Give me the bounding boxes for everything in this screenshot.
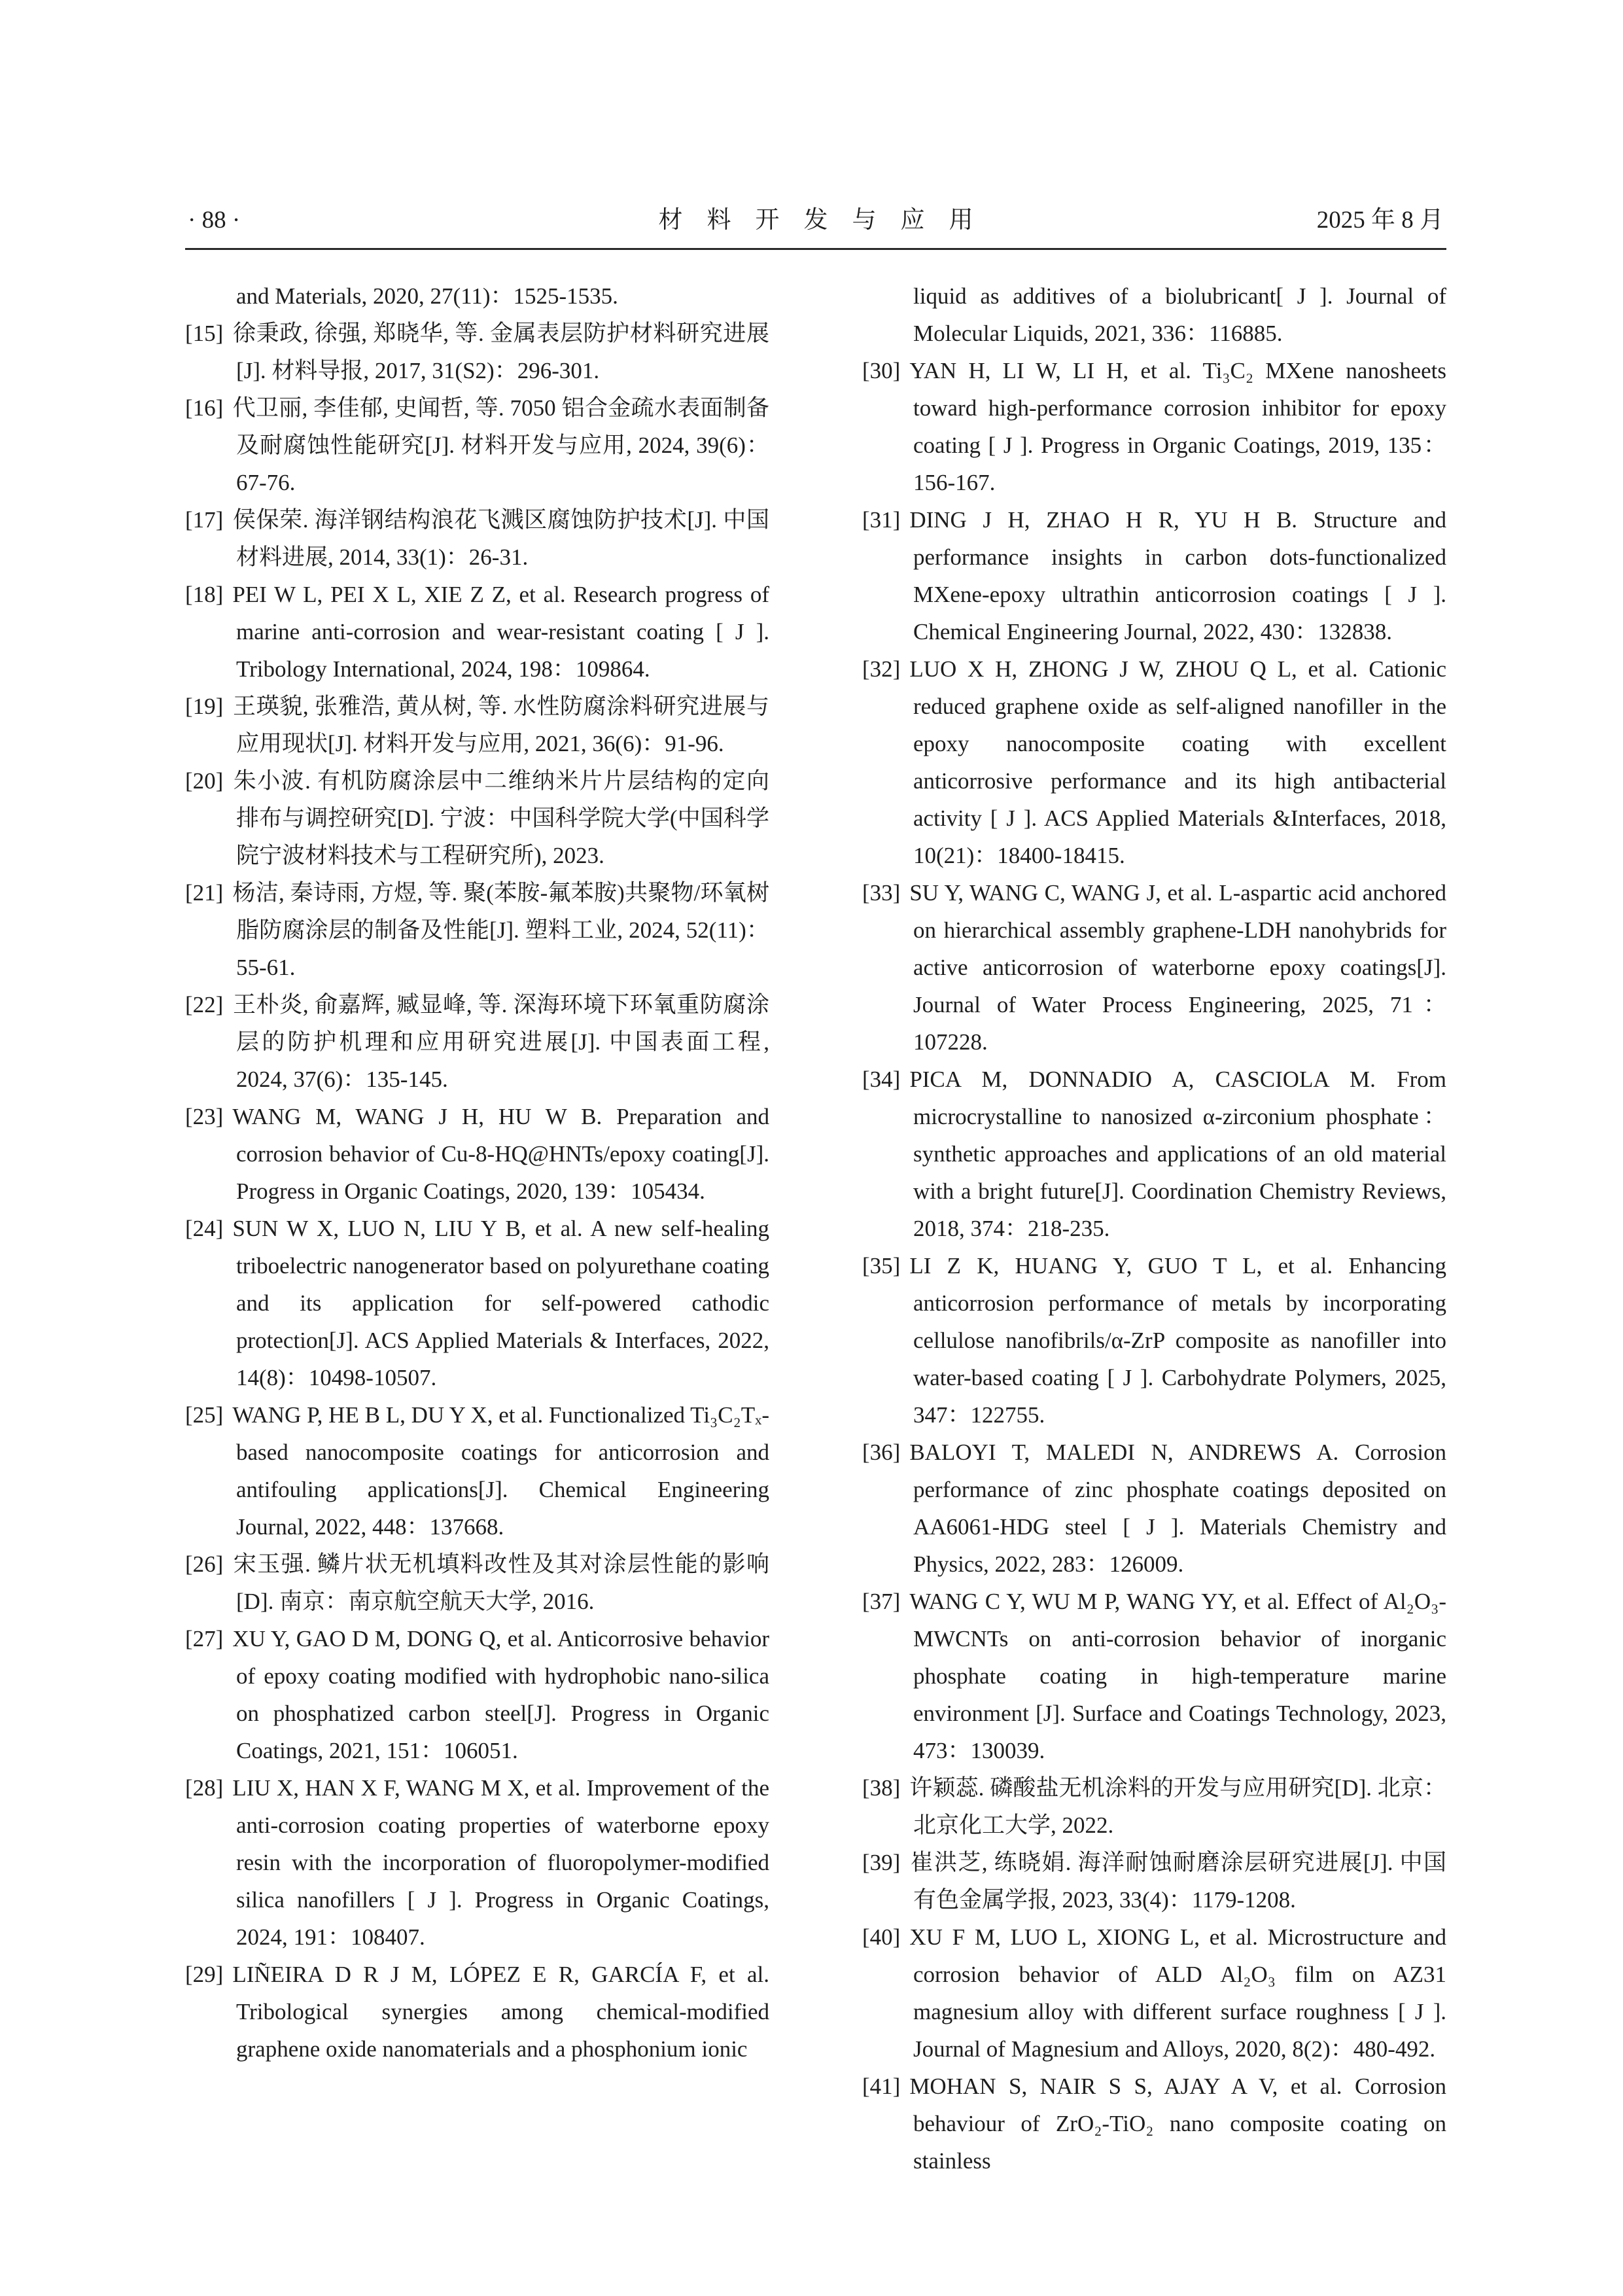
reference-text: YAN H, LI W, LI H, et al. Ti₃C₂ MXene nanosheets toward high-performance corrosion inhibitor for epoxy coating [ J ]. Progress in Organic Coatings, 2019, 135：156-167.	[909, 358, 1446, 495]
reference-label: [27]	[185, 1626, 224, 1651]
reference-label: [19]	[185, 694, 224, 719]
header-rule	[185, 248, 1446, 250]
references-section	[185, 277, 1446, 2180]
reference-item	[862, 1247, 1446, 1434]
reference-item	[185, 315, 769, 389]
reference-item	[185, 1769, 769, 1956]
reference-item	[185, 762, 769, 874]
reference-label: [33]	[862, 880, 901, 906]
reference-item	[185, 1545, 769, 1620]
reference-item	[862, 2068, 1446, 2180]
reference-label: [23]	[185, 1104, 224, 1129]
reference-text: 代卫丽, 李佳郁, 史闻哲, 等. 7050 铝合金疏水表面制备及耐腐蚀性能研究[J]. 材料开发与应用, 2024, 39(6)：67-76.	[232, 395, 769, 495]
reference-label: [35]	[862, 1253, 901, 1279]
reference-item	[862, 1434, 1446, 1583]
page-number: · 88 ·	[188, 207, 241, 234]
reference-item	[185, 874, 769, 986]
reference-text: 徐秉政, 徐强, 郑晓华, 等. 金属表层防护材料研究进展[J]. 材料导报, 2017, 31(S2)：296-301.	[232, 321, 769, 383]
reference-text: SU Y, WANG C, WANG J, et al. L-aspartic acid anchored on hierarchical assembly graphene-LDH nanohybrids for active anticorrosion of waterborne epoxy coatings[J]. Journal of Water Process Engineering, 2025, 71：107228.	[909, 880, 1446, 1055]
reference-label: [18]	[185, 582, 224, 607]
reference-label: [25]	[185, 1402, 224, 1428]
reference-text: DING J H, ZHAO H R, YU H B. Structure and performance insights in carbon dots-functionalized MXene-epoxy ultrathin anticorrosion coatings [ J ]. Chemical Engineering Journal, 2022, 430：132838.	[909, 507, 1446, 645]
reference-text: XU Y, GAO D M, DONG Q, et al. Anticorrosive behavior of epoxy coating modified with hydrophobic nano-silica on phosphatized carbon steel[J]. Progress in Organic Coatings, 2021, 151：106051.	[232, 1626, 769, 1763]
reference-item	[862, 874, 1446, 1061]
reference-text: SUN W X, LUO N, LIU Y B, et al. A new self-healing triboelectric nanogenerator based on polyurethane coating and its application for self-powered cathodic protection[J]. ACS Applied Materials & Interfaces, 2022, 14(8)：10498-10507.	[232, 1216, 769, 1390]
reference-text: 杨洁, 秦诗雨, 方煜, 等. 聚(苯胺-氟苯胺)共聚物/环氧树脂防腐涂层的制备及性能[J]. 塑料工业, 2024, 52(11)：55-61.	[232, 880, 769, 980]
reference-text: MOHAN S, NAIR S S, AJAY A V, et al. Corrosion behaviour of ZrO₂-TiO₂ nano composite coating on stainless	[909, 2074, 1446, 2174]
reference-text: WANG C Y, WU M P, WANG YY, et al. Effect of Al₂O₃-MWCNTs on anti-corrosion behavior of inorganic phosphate coating in high-temperature marine environment [J]. Surface and Coatings Technology, 2023, 473：130039.	[909, 1589, 1446, 1763]
reference-text: LIU X, HAN X F, WANG M X, et al. Improvement of the anti-corrosion coating properties of waterborne epoxy resin with the incorporation of fluoropolymer-modified silica nanofillers [ J ]. Progress in Organic Coatings, 2024, 191：108407.	[232, 1775, 769, 1950]
reference-label: [17]	[185, 507, 224, 533]
reference-text: and Materials, 2020, 27(11)：1525-1535.	[236, 283, 618, 309]
reference-item	[185, 1620, 769, 1769]
reference-item	[862, 1061, 1446, 1247]
reference-text: 许颖蕊. 磷酸盐无机涂料的开发与应用研究[D]. 北京：北京化工大学, 2022.	[909, 1775, 1446, 1838]
reference-label: [40]	[862, 1924, 901, 1950]
reference-item	[185, 1956, 769, 2068]
reference-item	[862, 1769, 1446, 1844]
reference-item	[862, 1918, 1446, 2068]
reference-label: [31]	[862, 507, 901, 533]
page-header	[185, 200, 1446, 248]
reference-label: [32]	[862, 656, 901, 682]
reference-text: LUO X H, ZHONG J W, ZHOU Q L, et al. Cationic reduced graphene oxide as self-aligned nanofiller in the epoxy nanocomposite coating with excellent anticorrosive performance and its high antibacterial activity [ J ]. ACS Applied Materials &Interfaces, 2018, 10(21)：18400-18415.	[909, 656, 1446, 868]
reference-text: PICA M, DONNADIO A, CASCIOLA M. From microcrystalline to nanosized α-zirconium phosphate：synthetic approaches and applications of an old material with a bright future[J]. Coordination Chemistry Reviews, 2018, 374：218-235.	[909, 1067, 1446, 1241]
reference-item	[185, 576, 769, 688]
reference-text: 宋玉强. 鳞片状无机填料改性及其对涂层性能的影响[D]. 南京：南京航空航天大学, 2016.	[232, 1551, 769, 1614]
reference-label: [16]	[185, 395, 224, 421]
issue-date: 2025 年 8 月	[1316, 207, 1444, 234]
reference-item	[185, 1396, 769, 1545]
reference-label: [24]	[185, 1216, 224, 1241]
right-column	[862, 277, 1446, 2180]
reference-label: [26]	[185, 1551, 224, 1577]
reference-text: 崔洪芝, 练晓娟. 海洋耐蚀耐磨涂层研究进展[J]. 中国有色金属学报, 2023, 33(4)：1179-1208.	[909, 1850, 1446, 1913]
reference-text: WANG M, WANG J H, HU W B. Preparation and corrosion behavior of Cu-8-HQ@HNTs/epoxy coating[J]. Progress in Organic Coatings, 2020, 139：105434.	[232, 1104, 769, 1204]
reference-label: [20]	[185, 768, 224, 794]
reference-text: XU F M, LUO L, XIONG L, et al. Microstructure and corrosion behavior of ALD Al₂O₃ film on AZ31 magnesium alloy with different surface roughness [ J ]. Journal of Magnesium and Alloys, 2020, 8(2)：480-492.	[909, 1924, 1446, 2062]
reference-item	[862, 1583, 1446, 1769]
reference-item	[862, 501, 1446, 650]
reference-label: [36]	[862, 1439, 901, 1465]
reference-label: [34]	[862, 1067, 901, 1092]
journal-title: 材 料 开 发 与 应 用	[658, 207, 973, 234]
reference-item	[862, 650, 1446, 874]
page-content	[185, 200, 1446, 2180]
reference-item	[862, 1844, 1446, 1918]
reference-label: [21]	[185, 880, 224, 906]
reference-label: [38]	[862, 1775, 901, 1801]
reference-label: [39]	[862, 1850, 901, 1875]
reference-label: [37]	[862, 1589, 901, 1614]
reference-text: 侯保荣. 海洋钢结构浪花飞溅区腐蚀防护技术[J]. 中国材料进展, 2014, 33(1)：26-31.	[232, 507, 769, 570]
left-column	[185, 277, 769, 2180]
reference-item	[185, 1210, 769, 1396]
reference-text: LIÑEIRA D R J M, LÓPEZ E R, GARCÍA F, et al. Tribological synergies among chemical-modified graphene oxide nanomaterials and a phosphonium ionic	[232, 1962, 769, 2062]
reference-item	[185, 501, 769, 576]
reference-label: [41]	[862, 2074, 901, 2099]
reference-item	[185, 277, 769, 315]
reference-text: BALOYI T, MALEDI N, ANDREWS A. Corrosion performance of zinc phosphate coatings deposited on AA6061-HDG steel [ J ]. Materials Chemistry and Physics, 2022, 283：126009.	[909, 1439, 1446, 1577]
reference-item	[185, 986, 769, 1098]
reference-text: PEI W L, PEI X L, XIE Z Z, et al. Research progress of marine anti-corrosion and wear-resistant coating [ J ]. Tribology International, 2024, 198：109864.	[232, 582, 769, 682]
reference-text: 朱小波. 有机防腐涂层中二维纳米片片层结构的定向排布与调控研究[D]. 宁波：中国科学院大学(中国科学院宁波材料技术与工程研究所), 2023.	[232, 768, 769, 868]
reference-text: LI Z K, HUANG Y, GUO T L, et al. Enhancing anticorrosion performance of metals by incorporating cellulose nanofibrils/α-ZrP composite as nanofiller into water-based coating [ J ]. Carbohydrate Polymers, 2025, 347：122755.	[909, 1253, 1446, 1428]
reference-item	[185, 688, 769, 762]
reference-text: 王瑛貌, 张雅浩, 黄从树, 等. 水性防腐涂料研究进展与应用现状[J]. 材料开发与应用, 2021, 36(6)：91-96.	[232, 694, 769, 756]
reference-label: [22]	[185, 992, 224, 1017]
reference-item	[185, 389, 769, 501]
reference-label: [28]	[185, 1775, 224, 1801]
reference-text: 王朴炎, 俞嘉辉, 臧显峰, 等. 深海环境下环氧重防腐涂层的防护机理和应用研究进展[J]. 中国表面工程, 2024, 37(6)：135-145.	[232, 992, 769, 1092]
reference-item	[862, 352, 1446, 501]
reference-item	[185, 1098, 769, 1210]
reference-item	[862, 277, 1446, 352]
reference-label: [30]	[862, 358, 901, 383]
reference-text: WANG P, HE B L, DU Y X, et al. Functionalized Ti₃C₂Tₓ-based nanocomposite coatings for anticorrosion and antifouling applications[J]. Chemical Engineering Journal, 2022, 448：137668.	[232, 1402, 769, 1540]
reference-text: liquid as additives of a biolubricant[ J ]. Journal of Molecular Liquids, 2021, 336：116885.	[913, 283, 1446, 346]
reference-label: [29]	[185, 1962, 224, 1987]
reference-label: [15]	[185, 321, 224, 346]
